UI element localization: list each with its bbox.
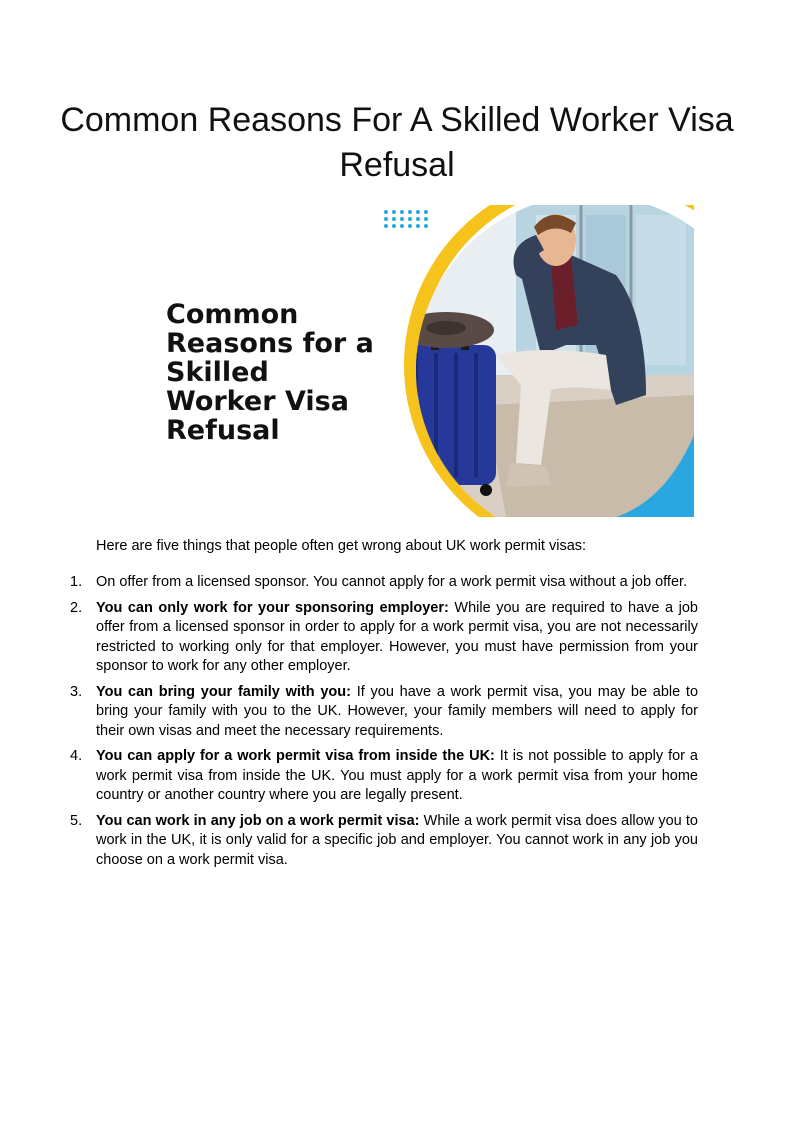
list-item	[70, 573, 698, 593]
intro-paragraph: Here are five things that people often get wrong about UK work permit visas:	[96, 538, 587, 554]
list-item	[70, 812, 698, 871]
dot-grid	[384, 210, 428, 228]
hero-heading: Common Reasons for a Skilled Worker Visa Refusal	[166, 299, 374, 446]
reason-title: You can apply for a work permit visa from inside the UK:	[96, 748, 495, 764]
reason-title: You can only work for your sponsoring employer:	[96, 599, 449, 616]
reason-text: While you are required to have a job offer from a licensed sponsor in order to apply for a work permit visa, you are not necessarily restricted to working only for that employer. However, you must have permission from your sponsor to work for any other employer.	[96, 599, 698, 674]
reason-text: On offer from a licensed sponsor. You cannot apply for a work permit visa without a job offer.	[96, 574, 688, 590]
list-item	[70, 683, 698, 742]
page-title: Common Reasons For A Skilled Worker Visa Refusal	[60, 101, 734, 184]
list-number: 5.	[70, 812, 83, 829]
list-number: 2.	[70, 599, 83, 616]
list-number: 1.	[70, 574, 83, 590]
reason-title: You can bring your family with you:	[96, 683, 351, 700]
reason-text: If you have a work permit visa, you may be able to bring your family with you to the UK. However, your family members will need to apply for their own visas and meet the necessary requirements.	[96, 683, 699, 739]
reason-title: You can work in any job on a work permit visa:	[96, 812, 420, 829]
list-number: 4.	[70, 748, 83, 764]
hero-banner	[96, 205, 694, 517]
list-item	[70, 599, 698, 677]
list-item	[70, 747, 698, 806]
traveler-photo	[366, 205, 694, 517]
reason-text: While a work permit visa does allow you to work in the UK, it is only valid for a specific job and employer. You cannot work in any job you choose on a work permit visa.	[96, 812, 698, 868]
reason-text: It is not possible to apply for a work permit visa from inside the UK. You must apply for a work permit visa from your home country or another country where you are legally present.	[96, 748, 698, 803]
reasons-list	[70, 573, 698, 876]
list-number: 3.	[70, 683, 83, 700]
